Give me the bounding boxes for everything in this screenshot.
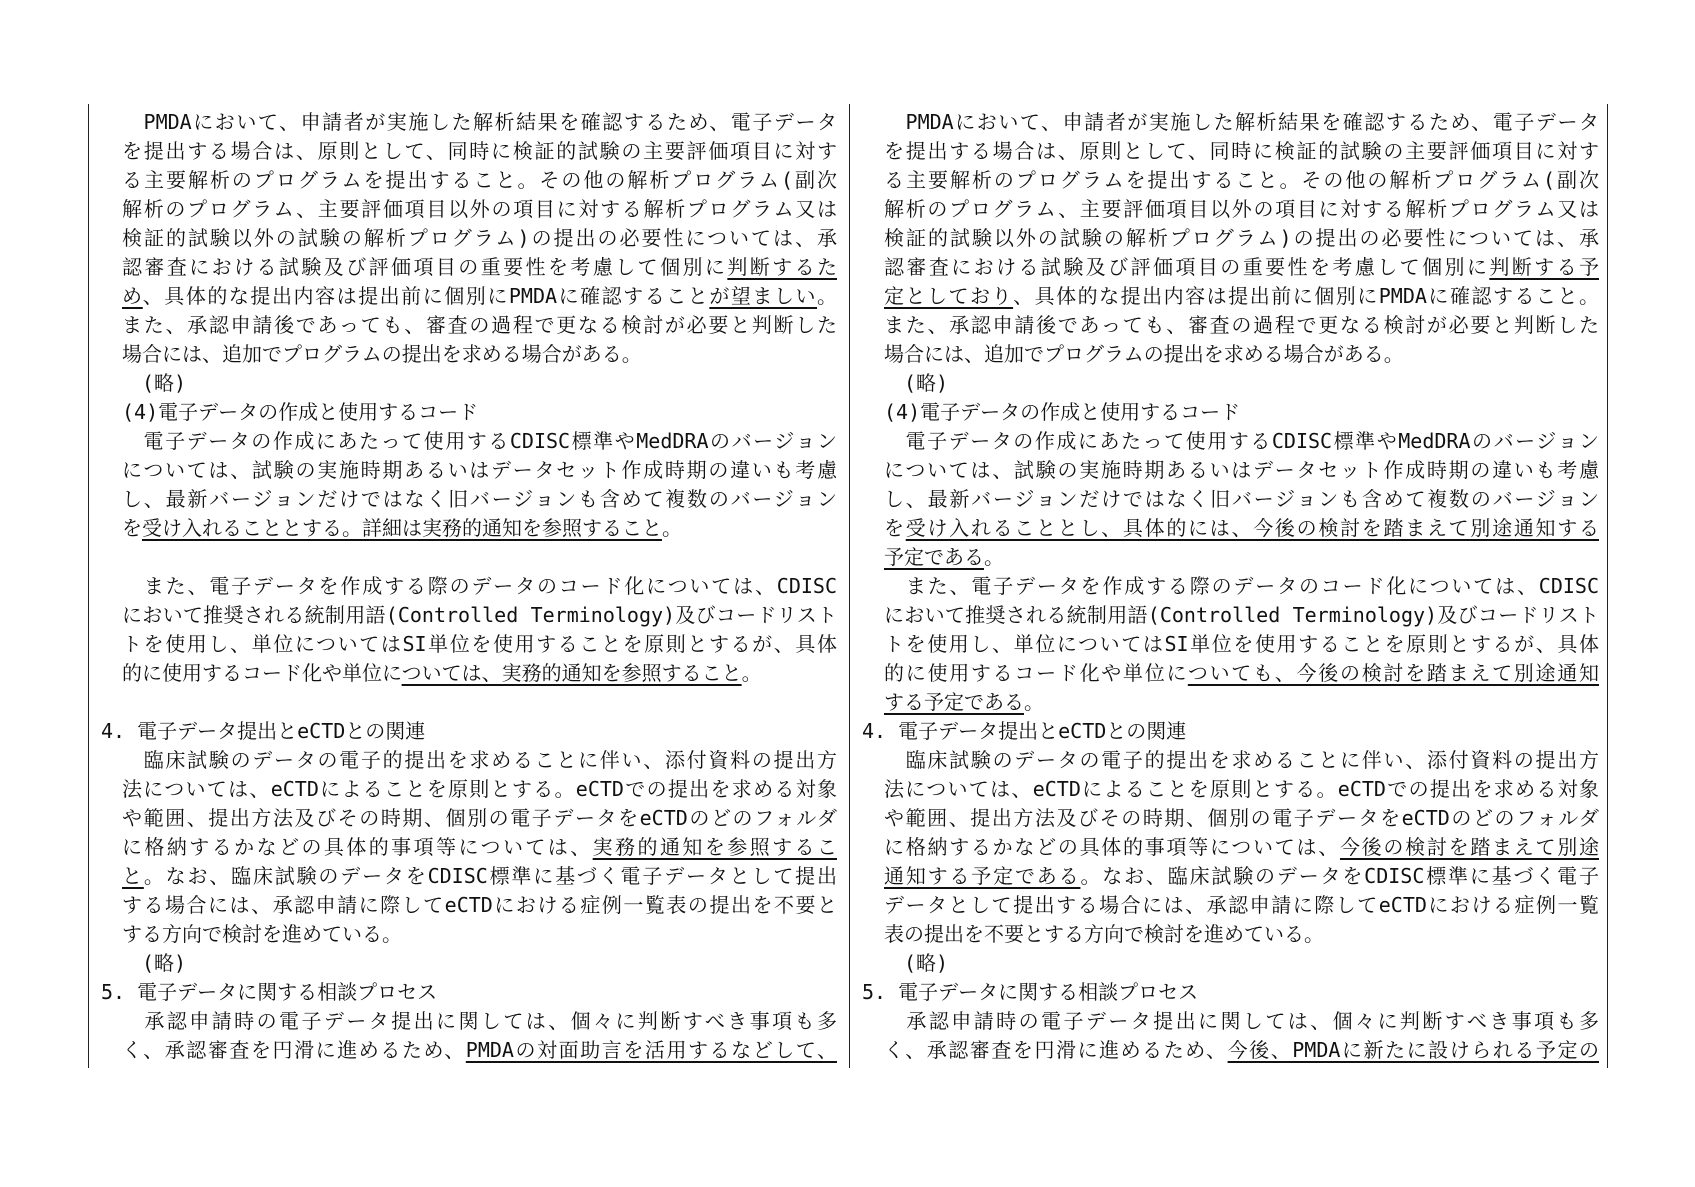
text-segment: 、具体的な提出内容は提出前に個別にPMDAに確認すること bbox=[142, 284, 710, 308]
underlined-revision-text: ついても、今後の検討を踏まえて別途通知 bbox=[1187, 661, 1599, 685]
text-segment: く、承認審査を円滑に進めるため、 bbox=[122, 1038, 466, 1062]
left-column-border bbox=[88, 104, 89, 1068]
text-segment: データとして提出する場合には、承認申請に際してeCTDにおける症例一覧 bbox=[884, 893, 1599, 917]
text-segment: については、試験の実施時期あるいはデータセット作成時期の違いも考慮 bbox=[122, 458, 837, 482]
text-segment: 、具体的な提出内容は提出前に個別にPMDAに確認すること。 bbox=[1013, 284, 1599, 308]
text-line bbox=[122, 543, 837, 572]
text-segment: トを使用し、単位についてはSI単位を使用することを原則とするが、具体 bbox=[122, 632, 837, 656]
text-segment: 法については、eCTDによることを原則とする。eCTDでの提出を求める対象 bbox=[884, 777, 1599, 801]
text-segment: 4. 電子データ提出とeCTDとの関連 bbox=[101, 719, 426, 743]
text-segment: 電子データの作成にあたって使用するCDISC標準やMedDRAのバージョン bbox=[884, 429, 1599, 453]
text-line bbox=[122, 485, 837, 514]
text-line bbox=[884, 311, 1599, 340]
text-segment: を bbox=[122, 516, 142, 540]
text-line bbox=[122, 195, 837, 224]
text-line bbox=[884, 166, 1599, 195]
text-line bbox=[122, 601, 837, 630]
text-segment: において推奨される統制用語(Controlled Terminology)及びコードリスト bbox=[122, 603, 837, 627]
text-line bbox=[884, 543, 1599, 572]
text-segment: 的に使用するコード化や単位に bbox=[122, 661, 402, 685]
text-line bbox=[122, 630, 837, 659]
text-line bbox=[122, 891, 837, 920]
underlined-revision-text: 今後の検討を踏まえて別途 bbox=[1339, 835, 1599, 859]
section-heading bbox=[101, 978, 837, 1007]
text-line bbox=[122, 572, 837, 601]
text-line bbox=[122, 862, 837, 891]
text-line bbox=[122, 166, 837, 195]
text-line bbox=[884, 630, 1599, 659]
underlined-revision-text: 実務的通知を参照するこ bbox=[592, 835, 837, 859]
text-segment: 5. 電子データに関する相談プロセス bbox=[862, 980, 1199, 1004]
text-line bbox=[122, 804, 837, 833]
right-column-border bbox=[1607, 104, 1608, 1068]
text-segment: に格納するかなどの具体的事項等については、 bbox=[122, 835, 593, 859]
text-line bbox=[884, 862, 1599, 891]
text-segment: 表の提出を不要とする方向で検討を進めている。 bbox=[884, 922, 1324, 946]
text-line bbox=[884, 195, 1599, 224]
text-line bbox=[884, 659, 1599, 688]
text-line bbox=[884, 340, 1599, 369]
section-heading bbox=[862, 717, 1599, 746]
text-segment: 。 bbox=[1024, 690, 1044, 714]
text-segment: する方向で検討を進めている。 bbox=[122, 922, 402, 946]
text-segment: 。なお、臨床試験のデータをCDISC標準に基づく電子 bbox=[1080, 864, 1599, 888]
text-segment: 場合には、追加でプログラムの提出を求める場合がある。 bbox=[122, 342, 642, 366]
underlined-revision-text: 定としており bbox=[884, 284, 1014, 308]
text-segment: る主要解析のプログラムを提出すること。その他の解析プログラム(副次 bbox=[884, 168, 1599, 192]
text-line bbox=[884, 688, 1599, 717]
underlined-revision-text: め bbox=[122, 284, 143, 308]
text-segment: (4)電子データの作成と使用するコード bbox=[122, 400, 479, 424]
text-segment: 検証的試験以外の試験の解析プログラム)の提出の必要性については、承 bbox=[122, 226, 837, 250]
underlined-revision-text: が望ましい bbox=[709, 284, 818, 308]
text-line bbox=[884, 775, 1599, 804]
text-line bbox=[884, 398, 1599, 427]
text-line bbox=[122, 746, 837, 775]
text-segment: を提出する場合は、原則として、同時に検証的試験の主要評価項目に対す bbox=[122, 139, 837, 163]
text-line bbox=[122, 659, 837, 688]
underlined-revision-text: ついては、実務的通知を参照すること bbox=[401, 661, 742, 685]
text-line bbox=[884, 601, 1599, 630]
text-line bbox=[884, 369, 1599, 398]
center-column-border bbox=[849, 104, 850, 1068]
section-heading bbox=[101, 717, 837, 746]
text-line bbox=[884, 224, 1599, 253]
underlined-revision-text: 判断する予 bbox=[1489, 255, 1599, 279]
underlined-revision-text: PMDAの対面助言を活用するなどして、 bbox=[465, 1038, 837, 1062]
text-segment: 4. 電子データ提出とeCTDとの関連 bbox=[862, 719, 1187, 743]
text-line bbox=[884, 427, 1599, 456]
underlined-revision-text: 受け入れることとする。詳細は実務的通知を参照すること bbox=[142, 516, 662, 540]
text-line bbox=[884, 485, 1599, 514]
text-segment: 法については、eCTDによることを原則とする。eCTDでの提出を求める対象 bbox=[122, 777, 837, 801]
text-segment: や範囲、提出方法及びその時期、個別の電子データをeCTDのどのフォルダ bbox=[122, 806, 837, 830]
underlined-revision-text: する予定である bbox=[884, 690, 1024, 714]
text-segment: 認審査における試験及び評価項目の重要性を考慮して個別に bbox=[884, 255, 1490, 279]
text-segment: し、最新バージョンだけではなく旧バージョンも含めて複数のバージョン bbox=[884, 487, 1599, 511]
text-segment: る主要解析のプログラムを提出すること。その他の解析プログラム(副次 bbox=[122, 168, 837, 192]
text-line bbox=[122, 456, 837, 485]
text-segment: 。 bbox=[817, 284, 837, 308]
text-line bbox=[884, 1007, 1599, 1036]
text-line bbox=[122, 311, 837, 340]
text-segment: において推奨される統制用語(Controlled Terminology)及びコードリスト bbox=[884, 603, 1599, 627]
text-line bbox=[884, 746, 1599, 775]
text-segment: また、電子データを作成する際のデータのコード化については、CDISC bbox=[122, 574, 837, 598]
text-line bbox=[122, 427, 837, 456]
text-line bbox=[122, 775, 837, 804]
text-line bbox=[122, 224, 837, 253]
underlined-revision-text: 判断するた bbox=[727, 255, 837, 279]
text-segment: 5. 電子データに関する相談プロセス bbox=[101, 980, 438, 1004]
text-line bbox=[884, 108, 1599, 137]
section-heading bbox=[862, 978, 1599, 1007]
text-segment: く、承認審査を円滑に進めるため、 bbox=[884, 1038, 1228, 1062]
text-line bbox=[122, 282, 837, 311]
text-line bbox=[884, 572, 1599, 601]
text-line bbox=[122, 369, 837, 398]
text-segment: (略) bbox=[122, 951, 187, 975]
text-line bbox=[884, 804, 1599, 833]
text-line bbox=[122, 920, 837, 949]
text-segment: 。 bbox=[741, 661, 762, 685]
text-line bbox=[122, 253, 837, 282]
text-segment: 解析のプログラム、主要評価項目以外の項目に対する解析プログラム又は bbox=[122, 197, 837, 221]
underlined-revision-text: 予定である bbox=[884, 545, 984, 569]
underlined-revision-text: 通知する予定である bbox=[884, 864, 1081, 888]
text-segment: (4)電子データの作成と使用するコード bbox=[884, 400, 1241, 424]
text-segment: 場合には、追加でプログラムの提出を求める場合がある。 bbox=[884, 342, 1404, 366]
text-line bbox=[884, 920, 1599, 949]
text-line bbox=[884, 253, 1599, 282]
underlined-revision-text: 今後、PMDAに新たに設けられる予定の bbox=[1227, 1038, 1599, 1062]
text-segment: また、承認申請後であっても、審査の過程で更なる検討が必要と判断した bbox=[884, 313, 1599, 337]
text-segment: 臨床試験のデータの電子的提出を求めることに伴い、添付資料の提出方 bbox=[122, 748, 837, 772]
text-line bbox=[884, 456, 1599, 485]
text-segment: を提出する場合は、原則として、同時に検証的試験の主要評価項目に対す bbox=[884, 139, 1599, 163]
text-segment: 。なお、臨床試験のデータをCDISC標準に基づく電子データとして提出 bbox=[143, 864, 837, 888]
text-line bbox=[884, 137, 1599, 166]
underlined-revision-text: と bbox=[122, 864, 144, 888]
text-line bbox=[122, 108, 837, 137]
text-segment: トを使用し、単位についてはSI単位を使用することを原則とするが、具体 bbox=[884, 632, 1599, 656]
text-segment: 検証的試験以外の試験の解析プログラム)の提出の必要性については、承 bbox=[884, 226, 1599, 250]
text-segment: を bbox=[884, 516, 906, 540]
text-segment: (略) bbox=[884, 951, 949, 975]
text-segment: 臨床試験のデータの電子的提出を求めることに伴い、添付資料の提出方 bbox=[884, 748, 1599, 772]
text-line bbox=[884, 514, 1599, 543]
text-line bbox=[122, 137, 837, 166]
text-line bbox=[122, 514, 837, 543]
underlined-revision-text: 受け入れることとし、具体的には、今後の検討を踏まえて別途通知する bbox=[905, 516, 1599, 540]
text-segment: PMDAにおいて、申請者が実施した解析結果を確認するため、電子データ bbox=[122, 110, 837, 134]
text-line bbox=[884, 949, 1599, 978]
text-segment: (略) bbox=[122, 371, 187, 395]
text-segment: 解析のプログラム、主要評価項目以外の項目に対する解析プログラム又は bbox=[884, 197, 1599, 221]
text-segment: 。 bbox=[984, 545, 1004, 569]
text-segment: については、試験の実施時期あるいはデータセット作成時期の違いも考慮 bbox=[884, 458, 1599, 482]
text-line bbox=[122, 833, 837, 862]
text-line bbox=[122, 949, 837, 978]
text-line bbox=[122, 1007, 837, 1036]
text-line bbox=[884, 833, 1599, 862]
text-segment: に格納するかなどの具体的事項等については、 bbox=[884, 835, 1340, 859]
text-line bbox=[122, 1036, 837, 1065]
text-segment: 的に使用するコード化や単位に bbox=[884, 661, 1188, 685]
text-segment: 承認申請時の電子データ提出に関しては、個々に判断すべき事項も多 bbox=[884, 1009, 1599, 1033]
text-segment: 認審査における試験及び評価項目の重要性を考慮して個別に bbox=[122, 255, 728, 279]
text-line bbox=[122, 340, 837, 369]
text-line bbox=[884, 891, 1599, 920]
text-segment: し、最新バージョンだけではなく旧バージョンも含めて複数のバージョン bbox=[122, 487, 837, 511]
text-segment: する場合には、承認申請に際してeCTDにおける症例一覧表の提出を不要と bbox=[122, 893, 837, 917]
text-segment: 承認申請時の電子データ提出に関しては、個々に判断すべき事項も多 bbox=[122, 1009, 837, 1033]
text-segment: 電子データの作成にあたって使用するCDISC標準やMedDRAのバージョン bbox=[122, 429, 837, 453]
text-segment: (略) bbox=[884, 371, 949, 395]
text-segment: や範囲、提出方法及びその時期、個別の電子データをeCTDのどのフォルダ bbox=[884, 806, 1599, 830]
text-segment: PMDAにおいて、申請者が実施した解析結果を確認するため、電子データ bbox=[884, 110, 1599, 134]
text-line bbox=[122, 398, 837, 427]
text-line bbox=[884, 1036, 1599, 1065]
text-line bbox=[884, 282, 1599, 311]
text-line bbox=[122, 688, 837, 717]
text-segment: また、電子データを作成する際のデータのコード化については、CDISC bbox=[884, 574, 1599, 598]
text-segment: また、承認申請後であっても、審査の過程で更なる検討が必要と判断した bbox=[122, 313, 837, 337]
text-segment: 。 bbox=[662, 516, 682, 540]
